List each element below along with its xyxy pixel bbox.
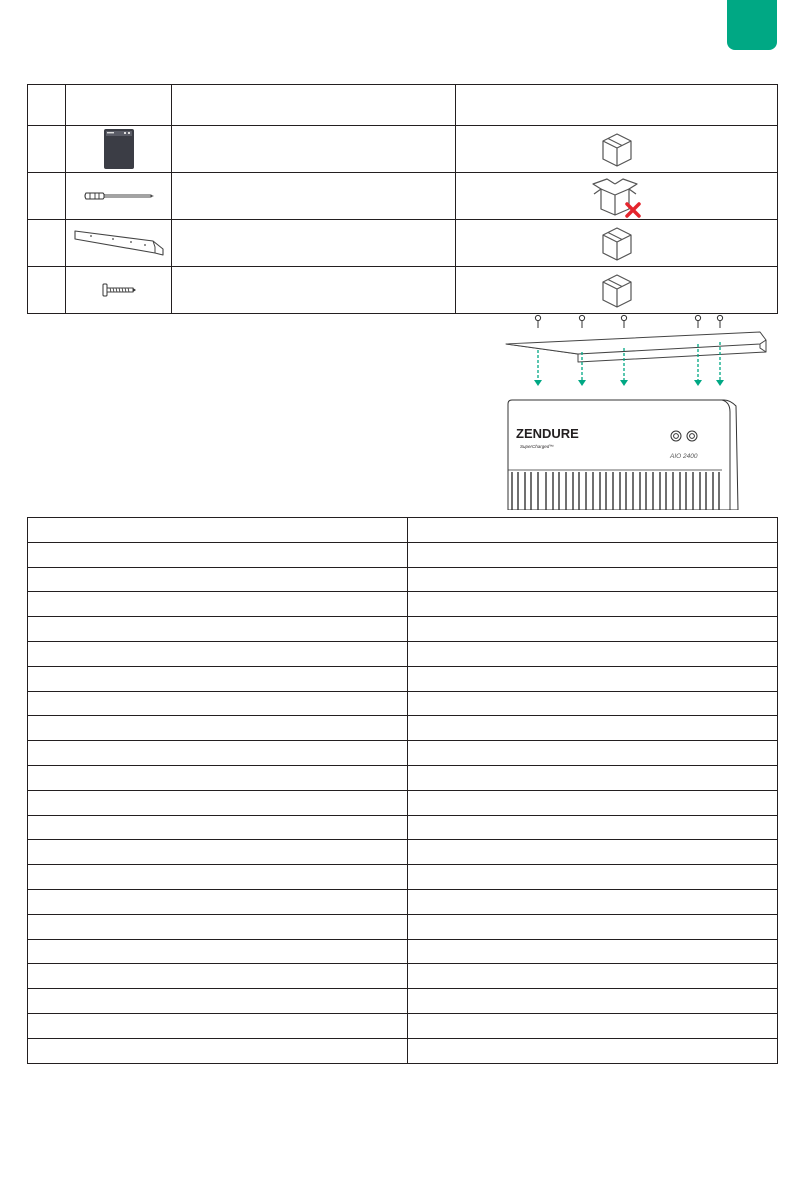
brand-logo: ZENDURE — [516, 426, 579, 441]
spec-row — [28, 1038, 778, 1063]
spec-row — [28, 542, 778, 567]
row-number — [28, 220, 66, 267]
row-number — [28, 173, 66, 220]
spec-row — [28, 865, 778, 890]
spec-row — [28, 964, 778, 989]
spec-row — [28, 666, 778, 691]
screw-1 — [535, 315, 540, 328]
spec-label — [28, 865, 408, 890]
spec-value — [408, 964, 778, 989]
screwdriver-icon — [83, 188, 155, 204]
model-label: AIO 2400 — [670, 453, 698, 460]
spec-value — [408, 567, 778, 592]
spec-value — [408, 914, 778, 939]
spec-row — [28, 939, 778, 964]
spec-label — [28, 666, 408, 691]
row-number — [28, 267, 66, 314]
spec-row — [28, 567, 778, 592]
screw-set — [535, 315, 722, 328]
spec-label — [28, 592, 408, 617]
spec-label — [28, 741, 408, 766]
included-cell — [456, 267, 778, 314]
parts-row-battery — [28, 126, 778, 173]
spec-label — [28, 815, 408, 840]
part-image-cell — [66, 173, 172, 220]
spec-value — [408, 865, 778, 890]
spec-value — [408, 518, 778, 543]
spec-value — [408, 716, 778, 741]
spec-label — [28, 1013, 408, 1038]
spec-value — [408, 666, 778, 691]
spec-row — [28, 592, 778, 617]
parts-row-screwdriver — [28, 173, 778, 220]
spec-row — [28, 691, 778, 716]
screw-icon — [101, 283, 137, 297]
spec-label — [28, 790, 408, 815]
spec-row — [28, 889, 778, 914]
spec-label — [28, 914, 408, 939]
screw-5 — [717, 315, 722, 328]
spec-value — [408, 889, 778, 914]
box-icon — [597, 223, 637, 263]
spec-label — [28, 691, 408, 716]
spec-label — [28, 889, 408, 914]
spec-row — [28, 815, 778, 840]
parts-table — [27, 84, 778, 314]
installation-illustration — [498, 310, 780, 510]
spec-row — [28, 741, 778, 766]
row-number — [28, 126, 66, 173]
mounting-bracket-icon — [71, 225, 167, 261]
spec-value — [408, 790, 778, 815]
screw-4 — [695, 315, 700, 328]
spec-value — [408, 1013, 778, 1038]
spec-label — [28, 518, 408, 543]
spec-value — [408, 840, 778, 865]
part-name — [172, 126, 456, 173]
spec-value — [408, 815, 778, 840]
included-cell — [456, 220, 778, 267]
spec-label — [28, 765, 408, 790]
spec-label — [28, 1038, 408, 1063]
spec-row — [28, 716, 778, 741]
header-no — [28, 85, 66, 126]
spec-label — [28, 840, 408, 865]
box-icon — [597, 129, 637, 169]
spec-value — [408, 939, 778, 964]
parts-table-header — [28, 85, 778, 126]
screw-3 — [621, 315, 626, 328]
spec-row — [28, 989, 778, 1014]
header-image — [66, 85, 172, 126]
spec-value — [408, 1038, 778, 1063]
spec-value — [408, 542, 778, 567]
spec-label — [28, 617, 408, 642]
box-not-included-icon — [589, 174, 645, 218]
section-tab — [727, 0, 777, 50]
header-included — [456, 85, 778, 126]
header-name — [172, 85, 456, 126]
box-icon — [597, 270, 637, 310]
arrow-heads — [534, 380, 724, 386]
spec-value — [408, 691, 778, 716]
spec-value — [408, 617, 778, 642]
included-cell — [456, 126, 778, 173]
spec-label — [28, 641, 408, 666]
spec-value — [408, 741, 778, 766]
part-name — [172, 173, 456, 220]
spec-row — [28, 641, 778, 666]
spec-label — [28, 542, 408, 567]
part-name — [172, 267, 456, 314]
spec-table — [27, 517, 778, 1064]
part-image-cell — [66, 267, 172, 314]
spec-label — [28, 989, 408, 1014]
spec-value — [408, 989, 778, 1014]
spec-row — [28, 840, 778, 865]
spec-row — [28, 1013, 778, 1038]
part-name — [172, 220, 456, 267]
spec-value — [408, 641, 778, 666]
spec-row — [28, 765, 778, 790]
spec-label — [28, 964, 408, 989]
spec-row — [28, 914, 778, 939]
brand-tagline: SuperCharged™ — [520, 444, 554, 449]
bracket-plate — [506, 332, 766, 362]
parts-row-bracket — [28, 220, 778, 267]
spec-value — [408, 592, 778, 617]
part-image-cell — [66, 126, 172, 173]
spec-label — [28, 567, 408, 592]
spec-label — [28, 716, 408, 741]
spec-row — [28, 617, 778, 642]
screw-2 — [579, 315, 584, 328]
spec-value — [408, 765, 778, 790]
included-cell — [456, 173, 778, 220]
parts-row-screw — [28, 267, 778, 314]
part-image-cell — [66, 220, 172, 267]
device-body — [508, 400, 738, 510]
spec-label — [28, 939, 408, 964]
battery-unit-icon — [102, 127, 136, 171]
spec-row — [28, 790, 778, 815]
spec-row — [28, 518, 778, 543]
